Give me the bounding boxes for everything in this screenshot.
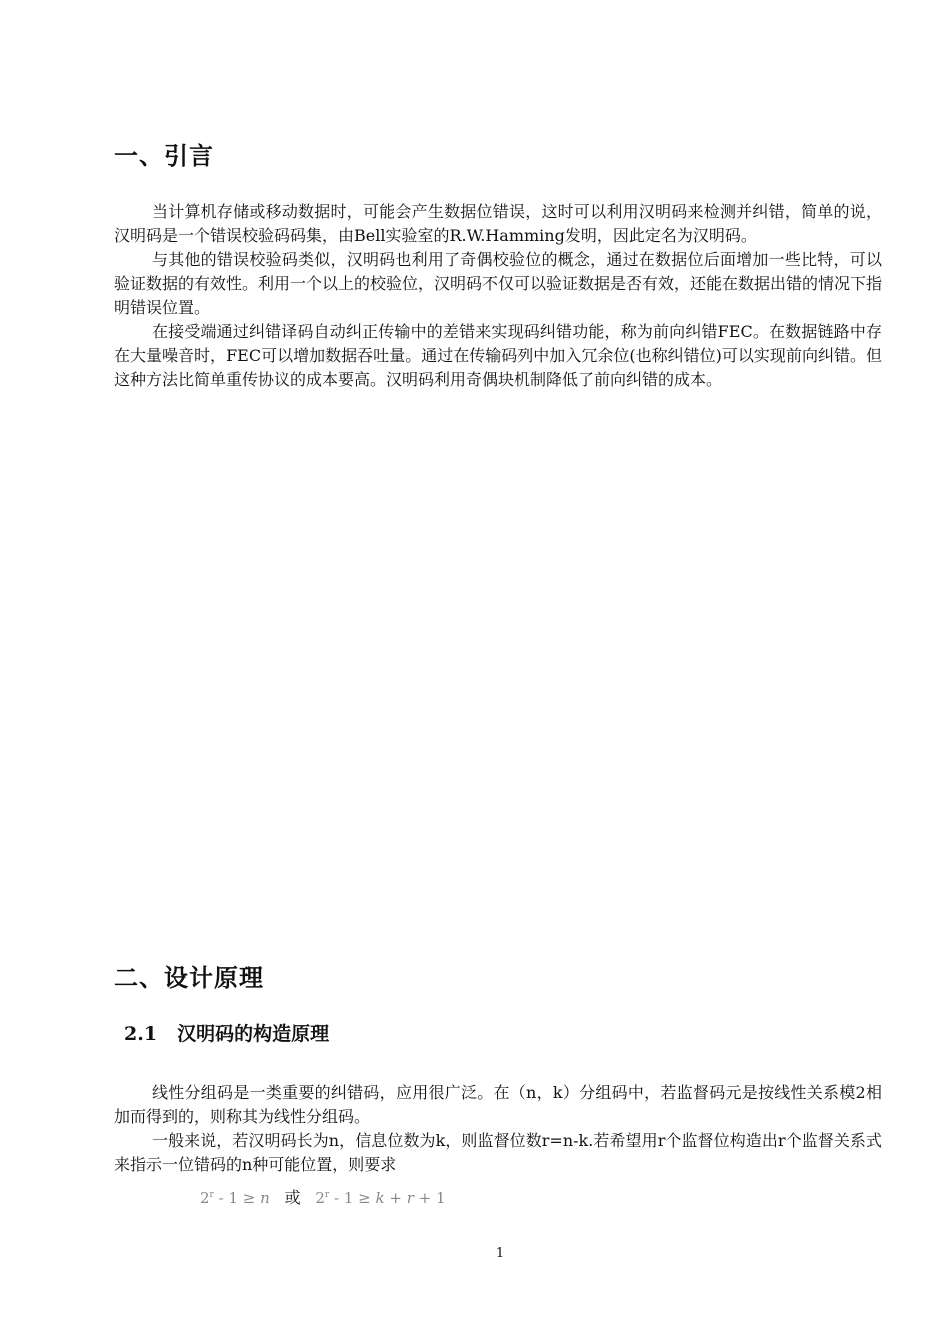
section-1-paragraph-1: 当计算机存储或移动数据时，可能会产生数据位错误，这时可以利用汉明码来检测并纠错，简单的说，汉明码是一个错误校验码码集，由Bell实验室的R.W.Hamming发明，因此定名为汉明码。 [114, 202, 882, 245]
formula-right: 2$^r$ - 1 ≥ k + r + 1 [315, 1189, 446, 1207]
page-number: 1 [495, 1246, 505, 1261]
hamming-inequality-formula [200, 1185, 446, 1208]
section-2-paragraph-1: 线性分组码是一类重要的纠错码，应用很广泛。在（n，k）分组码中，若监督码元是按线性关系模2相加而得到的，则称其为线性分组码。 [114, 1083, 882, 1126]
section-1-body [114, 200, 882, 392]
subsection-2-1-heading [124, 1019, 329, 1046]
section-2-paragraph-2: 一般来说，若汉明码长为n，信息位数为k，则监督位数r=n-k.若希望用r个监督位构造出r个监督关系式来指示一位错码的n种可能位置，则要求 [114, 1131, 882, 1174]
section-1-paragraph-2: 与其他的错误校验码类似，汉明码也利用了奇偶校验位的概念，通过在数据位后面增加一些比特，可以验证数据的有效性。利用一个以上的校验位，汉明码不仅可以验证数据是否有效，还能在数据出错的情况下指明错误位置。 [114, 250, 883, 317]
formula-left: 2$^r$ - 1 ≥ n [200, 1189, 270, 1207]
formula-connector: 或 [284, 1188, 301, 1207]
subsection-title: 汉明码的构造原理 [177, 1023, 330, 1045]
section-1-paragraph-3: 在接受端通过纠错译码自动纠正传输中的差错来实现码纠错功能，称为前向纠错FEC。在数据链路中存在大量噪音时，FEC可以增加数据吞吐量。通过在传输码列中加入冗余位(也称纠错位)可以实现前向纠错。但这种方法比简单重传协议的成本要高。汉明码利用奇偶块机制降低了前向纠错的成本。 [114, 322, 882, 389]
section-2-heading: 二、设计原理 [114, 964, 264, 992]
subsection-number: 2.1 [124, 1023, 158, 1045]
section-1-heading: 一、引言 [114, 142, 214, 170]
section-2-body [114, 1081, 882, 1177]
